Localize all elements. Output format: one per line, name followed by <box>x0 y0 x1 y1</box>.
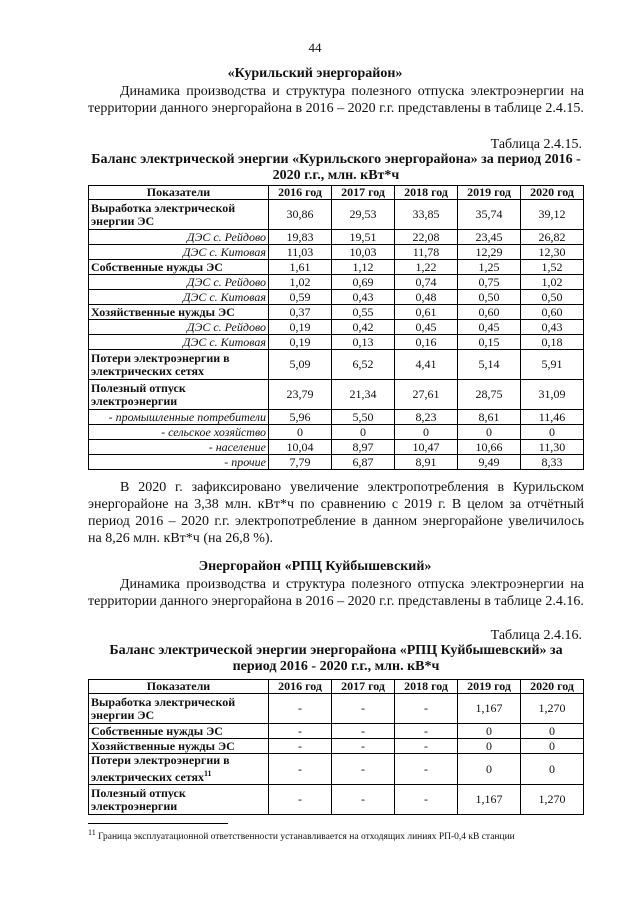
cell-value: 27,61 <box>395 380 458 410</box>
cell-value: 10,47 <box>395 440 458 455</box>
cell-value: 0 <box>521 754 584 785</box>
cell-value: 10,03 <box>332 245 395 260</box>
cell-value: 0 <box>521 425 584 440</box>
cell-value: 11,78 <box>395 245 458 260</box>
cell-value: 0,69 <box>332 275 395 290</box>
cell-value: 1,167 <box>458 785 521 815</box>
cell-value: 5,96 <box>269 410 332 425</box>
row-label: ДЭС с. Китовая <box>89 290 269 305</box>
cell-value: 1,61 <box>269 260 332 275</box>
row-label: Собственные нужды ЭС <box>89 260 269 275</box>
cell-value: - <box>269 739 332 754</box>
cell-value: 1,02 <box>269 275 332 290</box>
cell-value: 0 <box>521 724 584 739</box>
cell-value: - <box>395 724 458 739</box>
col-header: 2017 год <box>332 680 395 694</box>
cell-value: - <box>395 739 458 754</box>
cell-value: 0,19 <box>269 335 332 350</box>
page-number: 44 <box>308 40 322 55</box>
table-2-4-15 <box>88 185 584 470</box>
table-row <box>89 275 584 290</box>
cell-value: 21,34 <box>332 380 395 410</box>
row-label: - прочие <box>89 455 269 470</box>
cell-value: 0,13 <box>332 335 395 350</box>
cell-value: 11,46 <box>521 410 584 425</box>
cell-value: 0,61 <box>395 305 458 320</box>
table-row <box>89 290 584 305</box>
cell-value: 0 <box>395 425 458 440</box>
cell-value: - <box>332 694 395 724</box>
col-header: 2017 год <box>332 186 395 200</box>
cell-value: - <box>395 694 458 724</box>
table-row <box>89 739 584 754</box>
cell-value: 0 <box>269 425 332 440</box>
col-header: 2019 год <box>458 680 521 694</box>
table-row <box>89 410 584 425</box>
table-row <box>89 230 584 245</box>
cell-value: - <box>332 739 395 754</box>
cell-value: 0,16 <box>395 335 458 350</box>
cell-value: 1,25 <box>458 260 521 275</box>
cell-value: - <box>269 694 332 724</box>
footnote: $^{11}$ Граница эксплуатационной ответственности устанавливается на отходящих линиях РП-0,4 кВ станции <box>88 828 515 843</box>
table-row <box>89 754 584 785</box>
cell-value: 5,50 <box>332 410 395 425</box>
row-label: ДЭС с. Китовая <box>89 335 269 350</box>
cell-value: 35,74 <box>458 200 521 230</box>
row-label: - население <box>89 440 269 455</box>
table-row <box>89 694 584 724</box>
col-header: Показатели <box>89 186 269 200</box>
section1-heading: «Курильский энергорайон» <box>227 66 403 81</box>
col-header: 2016 год <box>269 680 332 694</box>
table2-label: Таблица 2.4.16. <box>490 628 582 643</box>
section1-conclusion: В 2020 г. зафиксировано увеличение электропотребления в Курильском энергорайоне на 3,38 млн. кВт*ч по сравнению с 2019 г. В целом за отчётный период 2016 – 2020 г.г. электропотребление в данном энергорайоне увеличилось на 8,26 млн. кВт*ч (на 26,8 %). <box>88 480 584 546</box>
cell-value: 19,51 <box>332 230 395 245</box>
cell-value: 9,49 <box>458 455 521 470</box>
cell-value: - <box>332 785 395 815</box>
cell-value: - <box>332 754 395 785</box>
col-header: 2020 год <box>521 186 584 200</box>
table-row <box>89 785 584 815</box>
cell-value: 1,12 <box>332 260 395 275</box>
cell-value: 0 <box>458 724 521 739</box>
section1-intro: Динамика производства и структура полезного отпуска электроэнергии на территории данного энергорайона в 2016 – 2020 г.г. представлены в таблице 2.4.15. <box>88 84 584 116</box>
table-row <box>89 200 584 230</box>
cell-value: 22,08 <box>395 230 458 245</box>
row-label: ДЭС с. Рейдово <box>89 320 269 335</box>
cell-value: 23,45 <box>458 230 521 245</box>
cell-value: 8,61 <box>458 410 521 425</box>
cell-value: - <box>269 785 332 815</box>
cell-value: - <box>269 724 332 739</box>
cell-value: 8,97 <box>332 440 395 455</box>
cell-value: 0 <box>521 739 584 754</box>
cell-value: - <box>395 785 458 815</box>
col-header: 2019 год <box>458 186 521 200</box>
cell-value: 0,75 <box>458 275 521 290</box>
cell-value: 0,50 <box>521 290 584 305</box>
cell-value: 28,75 <box>458 380 521 410</box>
cell-value: 0,19 <box>269 320 332 335</box>
cell-value: 26,82 <box>521 230 584 245</box>
row-label: Выработка электрической энергии ЭС <box>89 694 269 724</box>
col-header: Показатели <box>89 680 269 694</box>
col-header: 2018 год <box>395 680 458 694</box>
table-row <box>89 380 584 410</box>
cell-value: 31,09 <box>521 380 584 410</box>
col-header: 2020 год <box>521 680 584 694</box>
table-row <box>89 455 584 470</box>
cell-value: 1,270 <box>521 785 584 815</box>
table-row <box>89 440 584 455</box>
cell-value: 0 <box>458 425 521 440</box>
cell-value: - <box>269 754 332 785</box>
cell-value: 0,74 <box>395 275 458 290</box>
table2-title: Баланс электрической энергии энергорайона «РПЦ Куйбышевский» за период 2016 - 2020 г.г., млн. кВ*ч <box>109 643 563 674</box>
table-row <box>89 260 584 275</box>
cell-value: 10,66 <box>458 440 521 455</box>
cell-value: 0,43 <box>332 290 395 305</box>
row-label: Хозяйственные нужды ЭС <box>89 739 269 754</box>
cell-value: 8,23 <box>395 410 458 425</box>
cell-value: 12,29 <box>458 245 521 260</box>
cell-value: 33,85 <box>395 200 458 230</box>
cell-value: 8,33 <box>521 455 584 470</box>
section2-heading: Энергорайон «РПЦ Куйбышевский» <box>198 559 432 574</box>
table1-title: Баланс электрической энергии «Курильского энергорайона» за период 2016 - 2020 г.г., млн. кВт*ч <box>91 152 581 183</box>
cell-value: 7,79 <box>269 455 332 470</box>
cell-value: 0,60 <box>458 305 521 320</box>
cell-value: 0,59 <box>269 290 332 305</box>
table-row <box>89 335 584 350</box>
cell-value: 0 <box>458 754 521 785</box>
row-label: - промышленные потребители <box>89 410 269 425</box>
cell-value: 4,41 <box>395 350 458 380</box>
row-label: Хозяйственные нужды ЭС <box>89 305 269 320</box>
cell-value: 0,60 <box>521 305 584 320</box>
cell-value: 5,09 <box>269 350 332 380</box>
cell-value: 5,14 <box>458 350 521 380</box>
cell-value: 0,43 <box>521 320 584 335</box>
table-row <box>89 350 584 380</box>
table-row <box>89 320 584 335</box>
table-row <box>89 425 584 440</box>
cell-value: 29,53 <box>332 200 395 230</box>
row-label: ДЭС с. Рейдово <box>89 275 269 290</box>
footnote-mark: 11 <box>88 828 96 837</box>
cell-value: 0 <box>458 739 521 754</box>
row-label: Потери электроэнергии в электрических сетях <box>89 350 269 380</box>
row-label: Полезный отпуск электроэнергии <box>89 785 269 815</box>
cell-value: 1,22 <box>395 260 458 275</box>
cell-value: 6,87 <box>332 455 395 470</box>
cell-value: 39,12 <box>521 200 584 230</box>
row-label: Собственные нужды ЭС <box>89 724 269 739</box>
cell-value: 1,167 <box>458 694 521 724</box>
cell-value: 0,45 <box>458 320 521 335</box>
table-header-row <box>89 680 584 694</box>
cell-value: 11,03 <box>269 245 332 260</box>
cell-value: 1,02 <box>521 275 584 290</box>
cell-value: 0,15 <box>458 335 521 350</box>
table-row <box>89 724 584 739</box>
col-header: 2018 год <box>395 186 458 200</box>
table-header-row <box>89 186 584 200</box>
col-header: 2016 год <box>269 186 332 200</box>
cell-value: 23,79 <box>269 380 332 410</box>
cell-value: 0,50 <box>458 290 521 305</box>
cell-value: 5,91 <box>521 350 584 380</box>
cell-value: 19,83 <box>269 230 332 245</box>
row-label: - сельское хозяйство <box>89 425 269 440</box>
cell-value: 8,91 <box>395 455 458 470</box>
table1-label: Таблица 2.4.15. <box>490 137 582 152</box>
row-label: ДЭС с. Китовая <box>89 245 269 260</box>
row-label: Выработка электрической энергии ЭС <box>89 200 269 230</box>
cell-value: 0,37 <box>269 305 332 320</box>
cell-value: 1,52 <box>521 260 584 275</box>
cell-value: 0,45 <box>395 320 458 335</box>
footnote-separator <box>88 823 228 824</box>
cell-value: 0,42 <box>332 320 395 335</box>
row-label: Полезный отпуск электроэнергии <box>89 380 269 410</box>
cell-value: - <box>395 754 458 785</box>
cell-value: 0,18 <box>521 335 584 350</box>
section2-intro: Динамика производства и структура полезного отпуска электроэнергии на территории данного энергорайона в 2016 – 2020 г.г. представлены в таблице 2.4.16. <box>88 577 584 609</box>
table-row <box>89 305 584 320</box>
cell-value: - <box>332 724 395 739</box>
row-label: ДЭС с. Рейдово <box>89 230 269 245</box>
cell-value: 0,48 <box>395 290 458 305</box>
row-label: Потери электроэнергии в электрических сетях$^{11}$ <box>89 754 269 785</box>
cell-value: 10,04 <box>269 440 332 455</box>
cell-value: 11,30 <box>521 440 584 455</box>
cell-value: 6,52 <box>332 350 395 380</box>
cell-value: 0 <box>332 425 395 440</box>
cell-value: 1,270 <box>521 694 584 724</box>
cell-value: 30,86 <box>269 200 332 230</box>
table-2-4-16 <box>88 679 584 815</box>
footnote-ref: 11 <box>204 769 212 778</box>
table-row <box>89 245 584 260</box>
cell-value: 12,30 <box>521 245 584 260</box>
cell-value: 0,55 <box>332 305 395 320</box>
